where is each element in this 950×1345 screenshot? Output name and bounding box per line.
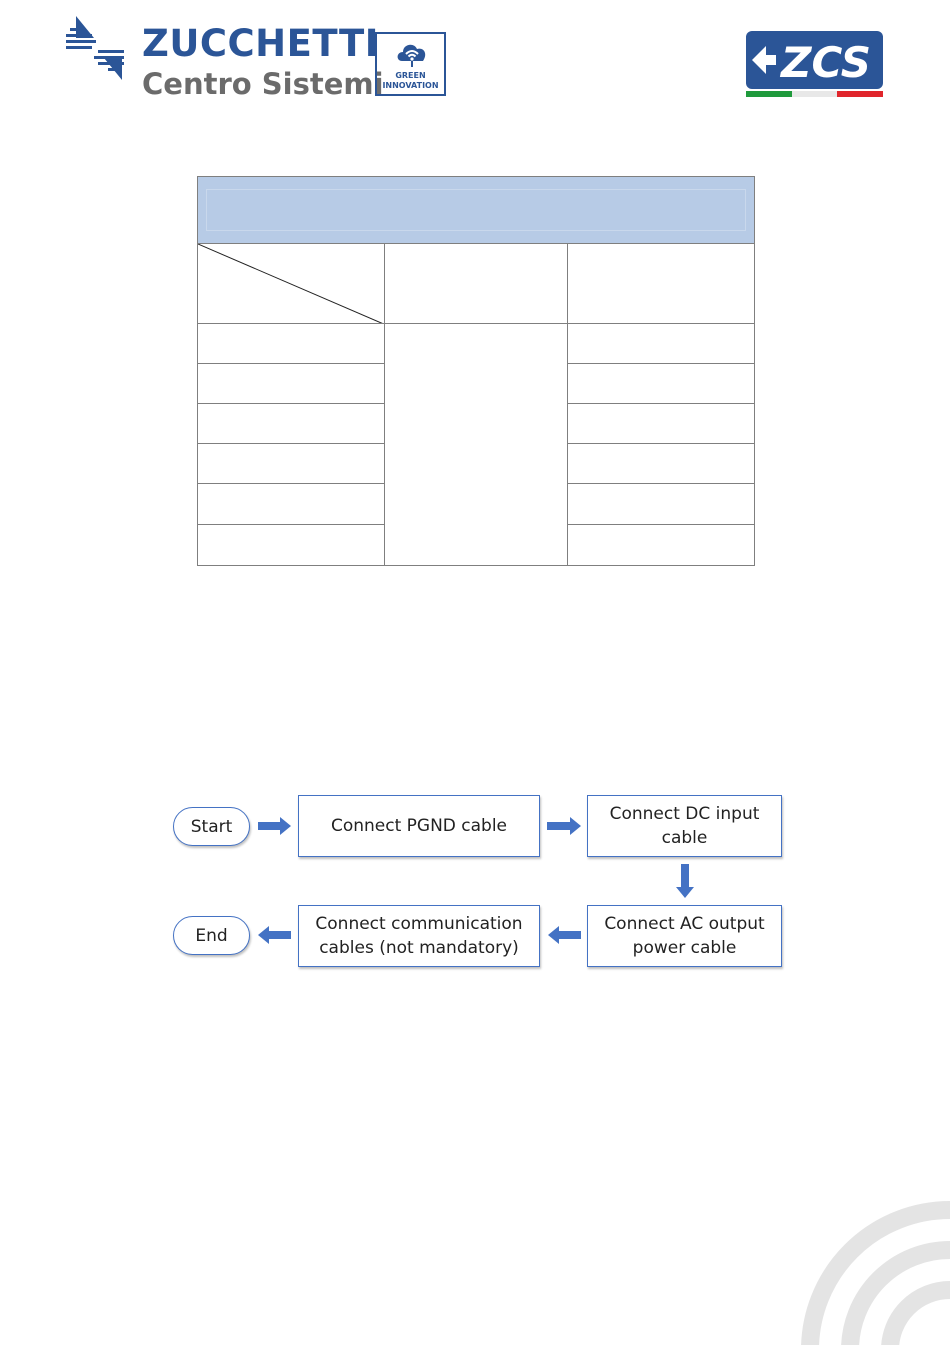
arrow-left-icon — [548, 926, 581, 944]
flow-step-comm: Connect communication cables (not mandatory) — [298, 905, 540, 967]
zcs-logo-text: ZCS — [780, 38, 872, 87]
brand-subtitle: Centro Sistemi — [142, 67, 384, 101]
badge-line-1: GREEN — [395, 71, 426, 80]
arrow-right-icon — [547, 817, 581, 835]
flow-end: End — [173, 916, 250, 955]
arrow-down-icon — [676, 864, 694, 898]
badge-line-2: INNOVATION — [382, 81, 439, 90]
arrow-left-icon — [258, 926, 291, 944]
flow-step-dc: Connect DC input cable — [587, 795, 782, 857]
signal-arcs-icon — [790, 1190, 950, 1345]
arrow-right-icon — [258, 817, 291, 835]
flow-start: Start — [173, 807, 250, 846]
flow-step-ac: Connect AC output power cable — [587, 905, 782, 967]
flow-step-pgnd: Connect PGND cable — [298, 795, 540, 857]
brand-name: ZUCCHETTI — [142, 22, 380, 65]
